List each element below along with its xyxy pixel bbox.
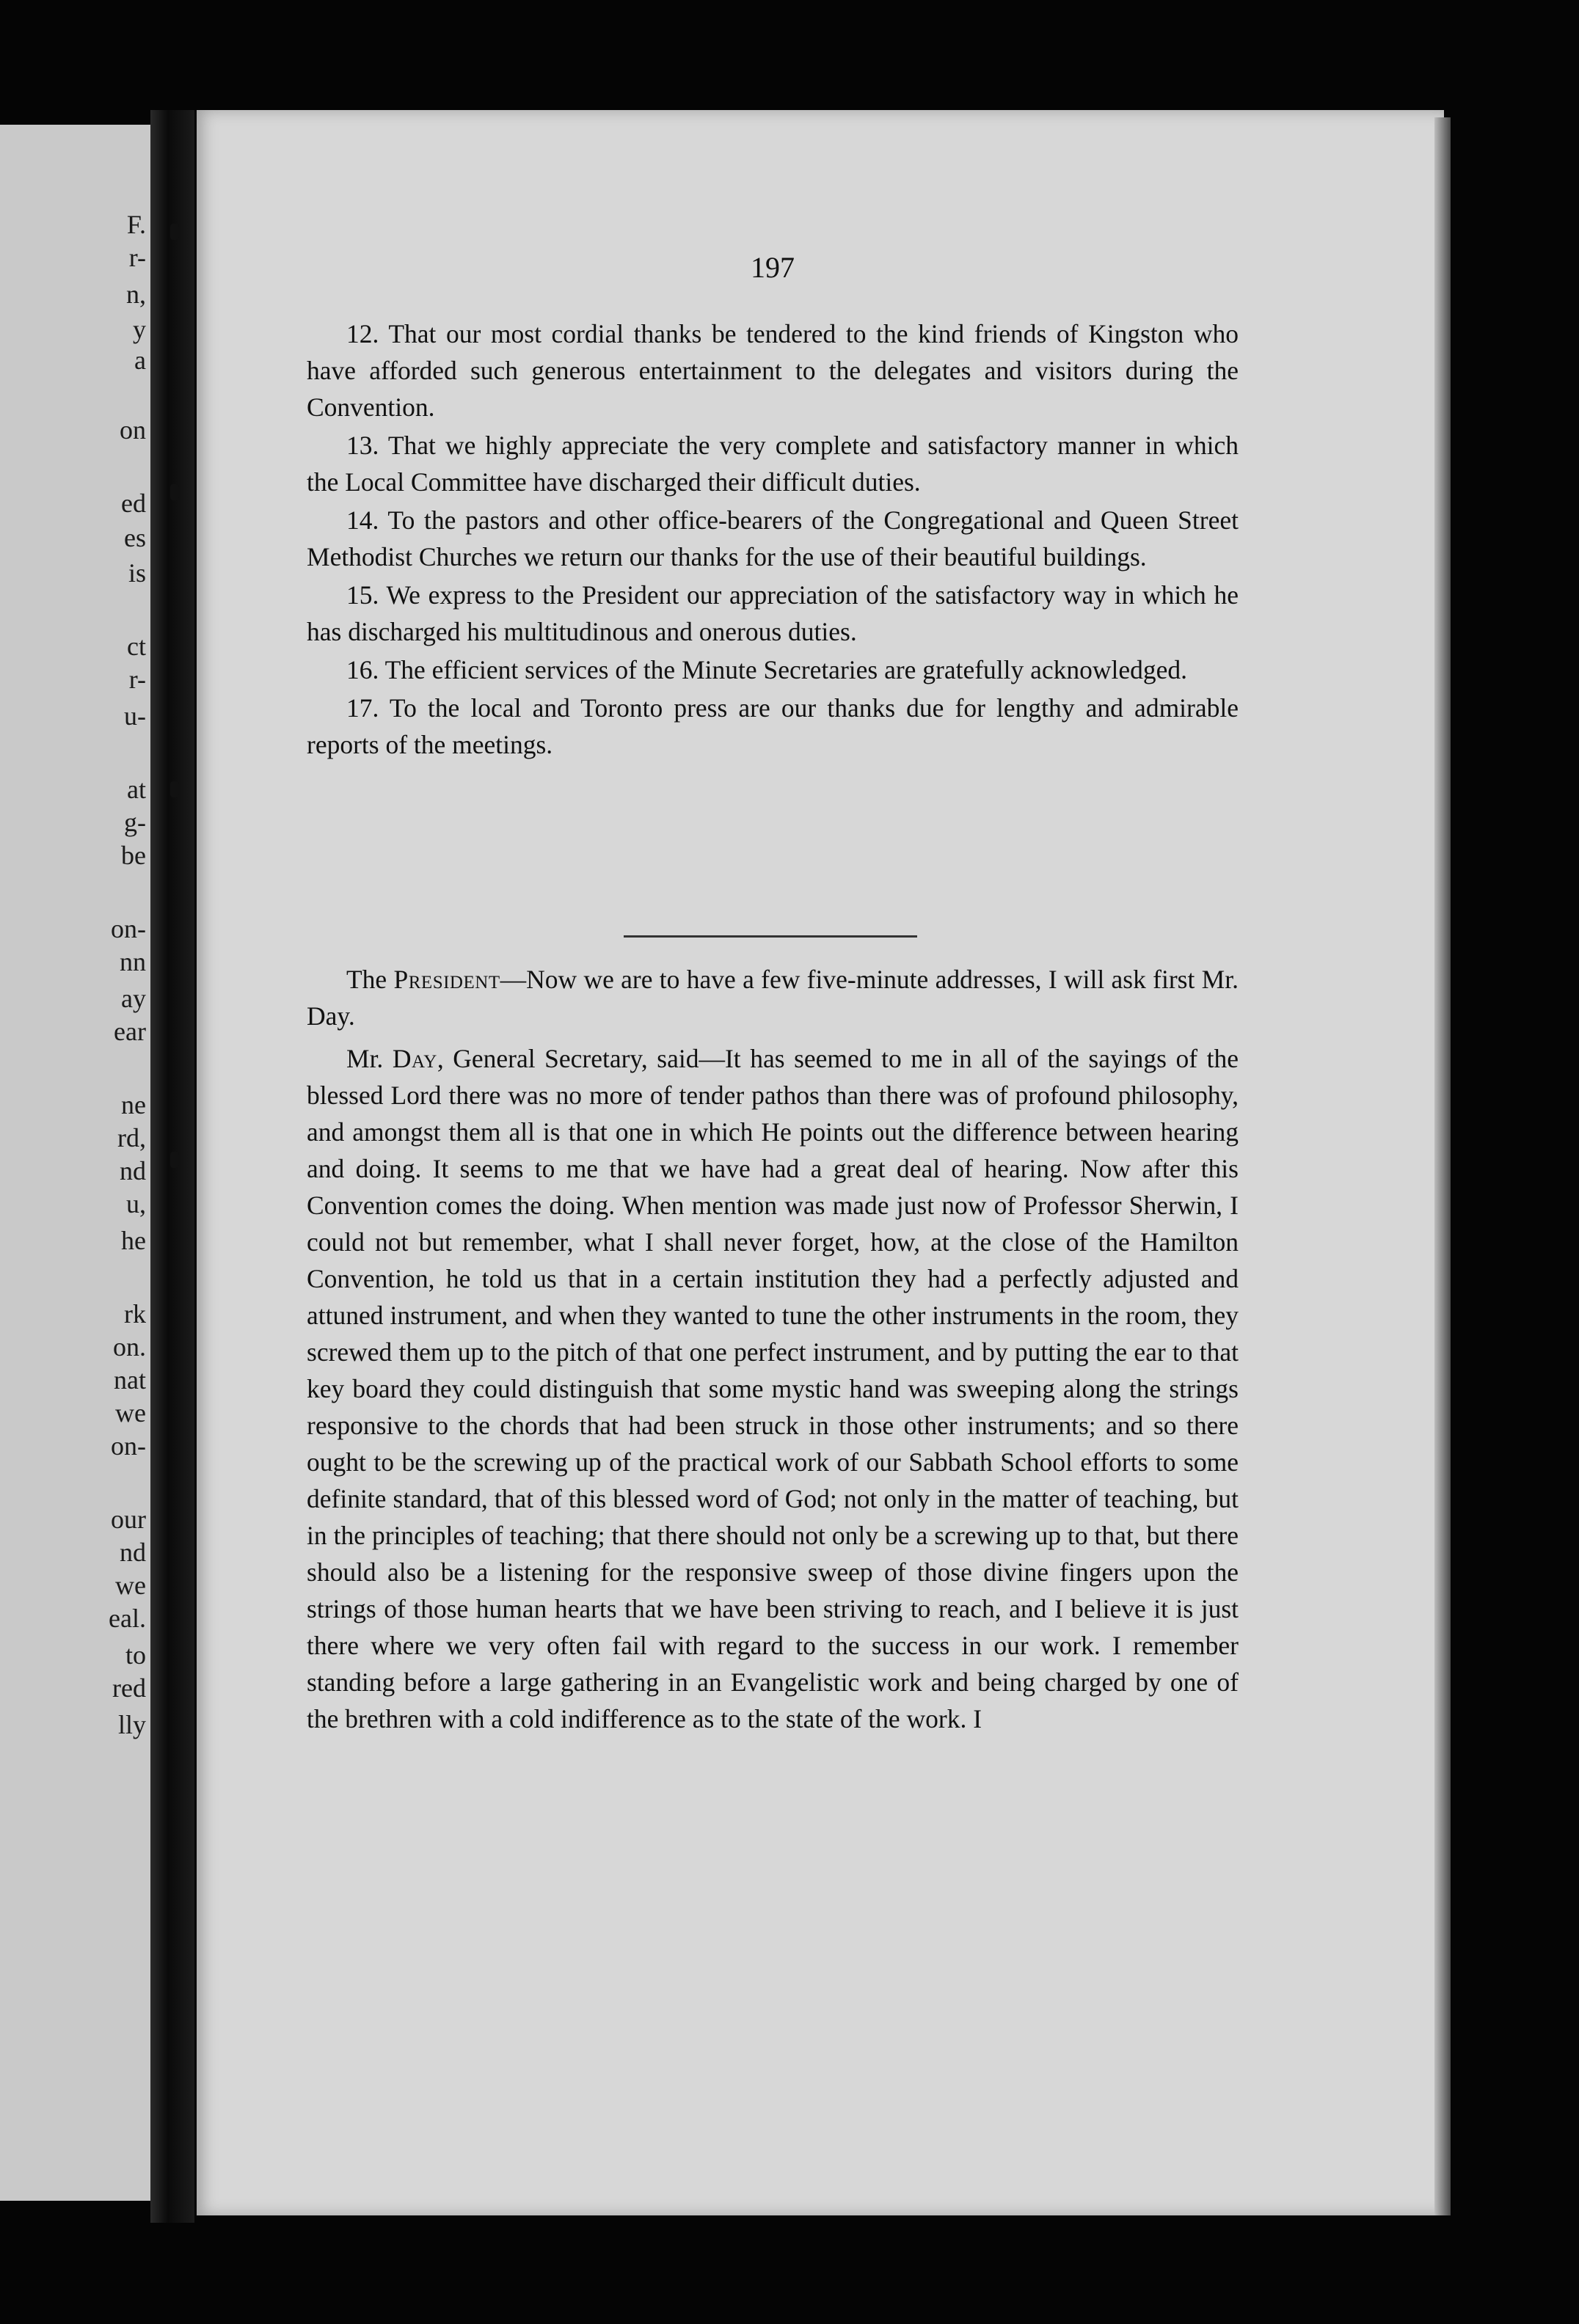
left-page-fragment: y (133, 315, 146, 344)
resolution-paragraph: 12. That our most cordial thanks be tendered to the kind friends of Kingston who have afforded such generous entertainment to the delegates and visitors during the Convention. (307, 319, 1239, 422)
left-page-fragment: to (125, 1640, 146, 1670)
left-page-fragment: at (127, 775, 146, 804)
day-address-paragraph (307, 1040, 1239, 1737)
left-page-fragment: we (115, 1398, 146, 1428)
addresses-section (307, 961, 1239, 1737)
left-page-fragment: nd (120, 1156, 146, 1185)
left-page-text-fragments (0, 125, 150, 2201)
resolution-paragraph: 15. We express to the President our appreciation of the satisfactory way in which he has discharged his multitudinous and onerous duties. (307, 580, 1239, 646)
resolution-paragraph: 17. To the local and Toronto press are our thanks due for lengthy and admirable reports of the meetings. (307, 693, 1239, 759)
left-page-fragment: rk (124, 1299, 146, 1329)
left-page-fragment: is (128, 558, 146, 588)
left-page-fragment: u, (126, 1189, 146, 1218)
left-page-fragment: be (121, 841, 146, 870)
binding-mark (170, 781, 179, 797)
left-facing-page (0, 125, 150, 2201)
resolutions-list (307, 315, 1239, 763)
left-page-fragment: our (111, 1505, 146, 1534)
left-page-fragment: ne (121, 1090, 146, 1119)
resolution-paragraph: 16. The efficient services of the Minute Secretaries are gratefully acknowledged. (346, 655, 1188, 684)
resolution-paragraph: 14. To the pastors and other office-bearers of the Congregational and Queen Street Methodist Churches we return our thanks for the use of their beautiful buildings. (307, 505, 1239, 571)
left-page-fragment: lly (117, 1710, 146, 1739)
left-page-fragment: on- (111, 1431, 146, 1461)
left-page-fragment: red (112, 1673, 146, 1703)
left-page-fragment: he (121, 1226, 146, 1255)
left-page-fragment: ed (121, 489, 146, 518)
speaker-name: President (393, 965, 500, 994)
speech-text: , General Secretary, said—It has seemed to me in all of the sayings of the blessed Lord there was no more of tender pathos than there was of profound philosophy, and amongst them all is that one in which He points out the difference between hearing and doing. It seems to me that we have had a great deal of hearing. Now after this Convention comes the doing. When mention was made just now of Professor Sherwin, I could not but remember, what I shall never forget, how, at the close of the Hamilton Convention, he told us that in a certain institution they had a perfectly adjusted and attuned instrument, and when they wanted to tune the other instruments in the room, they screwed them up to the pitch of that one perfect instrument, and by putting the ear to that key board they could distinguish that some mystic hand was sweeping along the strings responsive to the chords that had been struck in those other instruments; and so there ought to be the screwing up of the practical work of our Sabbath School efforts to some definite standard, that of this blessed word of God; not only in the matter of teaching, but in the principles of teaching; that there should not only be a screwing up to that, but there should also be a listening for the responsive sweep of those divine fingers upon the strings of those human hearts that we have been striving to reach, and I believe it is just there where we very often fail with regard to the success in our work. I remember standing before a large gathering in an Evangelistic work and being charged by one of the brethren with a cold indifference as to the state of the work. I (307, 1044, 1239, 1733)
left-page-fragment: es (124, 523, 146, 552)
left-page-fragment: r- (128, 665, 146, 694)
resolution-paragraph: 13. That we highly appreciate the very complete and satisfactory manner in which the Local Committee have discharged their difficult duties. (307, 431, 1239, 497)
left-page-fragment: g- (124, 808, 146, 837)
binding-mark (170, 484, 179, 500)
page-edge-shadow (1434, 117, 1451, 2215)
left-page-fragment: on (120, 415, 146, 445)
left-page-fragment: u- (124, 701, 146, 731)
left-page-fragment: ay (121, 984, 146, 1013)
binding-mark (170, 1152, 179, 1168)
left-page-fragment: F. (126, 210, 146, 239)
left-page-fragment: ear (114, 1017, 146, 1046)
speech-text: —Now we are to have a few five-minute addresses, I will ask first Mr. Day. (307, 965, 1239, 1031)
left-page-fragment: nd (120, 1538, 146, 1567)
speaker-name: Day (392, 1044, 437, 1073)
speaker-prefix: Mr. (346, 1044, 393, 1073)
binding-mark (170, 224, 179, 240)
president-paragraph (307, 961, 1239, 1034)
left-page-fragment: on. (113, 1332, 146, 1362)
left-page-fragment: a (134, 346, 146, 375)
book-page (197, 110, 1444, 2215)
left-page-fragment: we (115, 1571, 146, 1600)
left-page-fragment: rd, (117, 1123, 146, 1152)
left-page-fragment: r- (128, 243, 146, 272)
speaker-prefix: The (346, 965, 394, 994)
left-page-fragment: nn (120, 947, 146, 976)
left-page-fragment: on- (111, 914, 146, 943)
section-divider (624, 935, 917, 938)
left-page-fragment: ct (127, 632, 146, 661)
left-page-fragment: nat (114, 1365, 146, 1395)
left-page-fragment: eal. (109, 1604, 146, 1633)
left-page-fragment: n, (126, 279, 146, 309)
page-number: 197 (751, 251, 795, 284)
